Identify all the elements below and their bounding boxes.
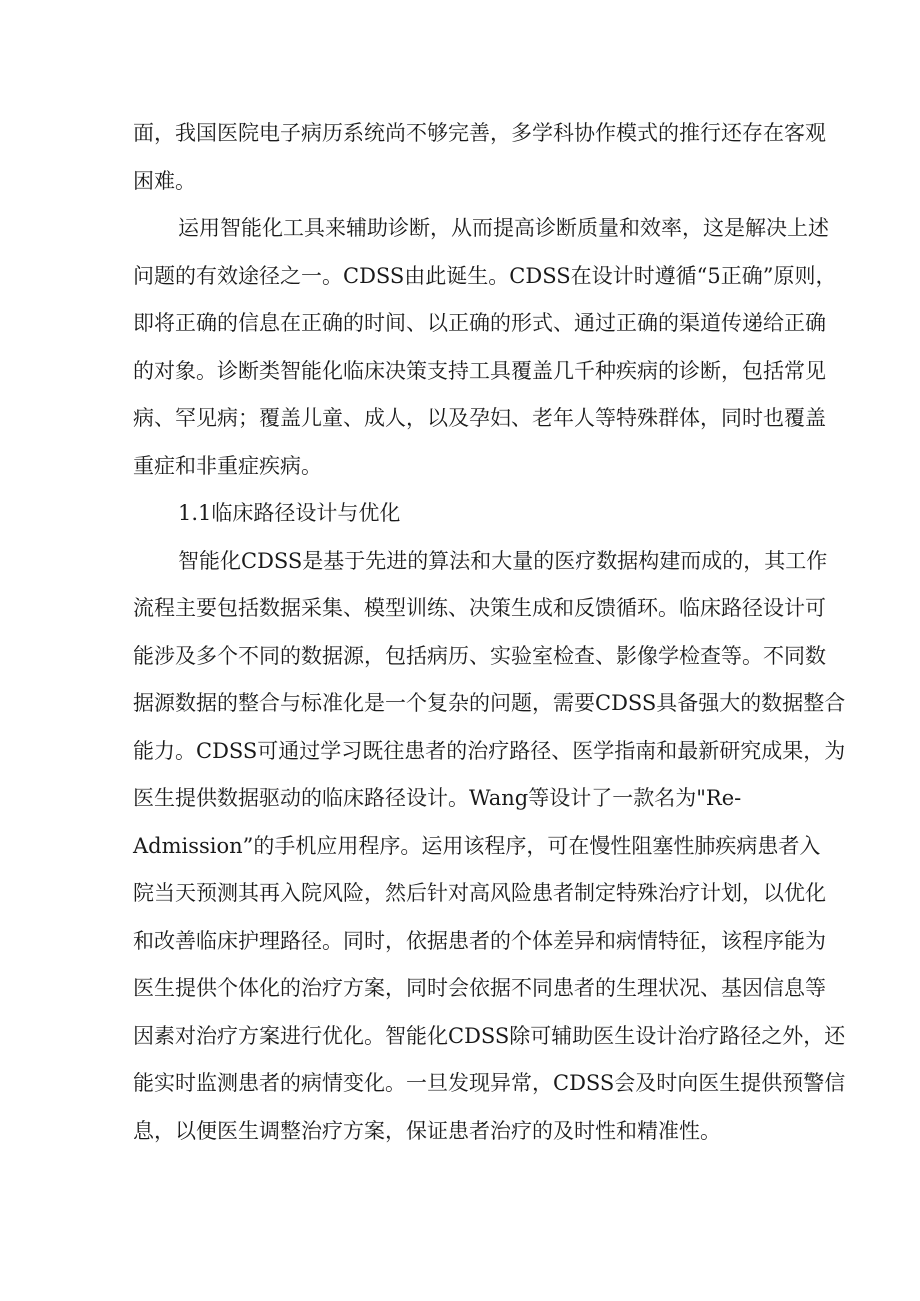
text-line: 运用智能化工具来辅助诊断，从而提高诊断质量和效率，这是解决上述 [178,216,829,240]
text-line: 的对象。诊断类智能化临床决策支持工具覆盖几千种疾病的诊断，包括常见 [133,359,826,383]
text-line: 能力。CDSS可通过学习既往患者的治疗路径、医学指南和最新研究成果，为 [133,739,846,763]
text-line: 问题的有效途径之一。CDSS由此诞生。CDSS在设计时遵循“5正确”原则， [133,264,837,288]
text-line: 医生提供个体化的治疗方案，同时会依据不同患者的生理状况、基因信息等 [133,976,826,1000]
text-line: 因素对治疗方案进行优化。智能化CDSS除可辅助医生设计治疗路径之外，还 [133,1024,846,1048]
text-line: 病、罕见病；覆盖儿童、成人，以及孕妇、老年人等特殊群体，同时也覆盖 [133,406,826,430]
text-line: 智能化CDSS是基于先进的算法和大量的医疗数据构建而成的，其工作 [178,549,828,573]
text-line: 息，以便医生调整治疗方案，保证患者治疗的及时性和精准性。 [133,1119,721,1143]
section-heading: 1.1临床路径设计与优化 [178,501,401,525]
text-line: 重症和非重症疾病。 [133,454,322,478]
text-line: 困难。 [133,169,196,193]
text-line: 能涉及多个不同的数据源，包括病历、实验室检查、影像学检查等。不同数 [133,644,826,668]
text-line: 医生提供数据驱动的临床路径设计。Wang等设计了一款名为"Re- [133,786,742,810]
text-line: 面，我国医院电子病历系统尚不够完善，多学科协作模式的推行还存在客观 [133,121,826,145]
text-line: 能实时监测患者的病情变化。一旦发现异常，CDSS会及时向医生提供预警信 [133,1071,846,1095]
text-line: 院当天预测其再入院风险，然后针对高风险患者制定特殊治疗计划，以优化 [133,881,826,905]
text-line: 流程主要包括数据采集、模型训练、决策生成和反馈循环。临床路径设计可 [133,596,826,620]
text-line: Admission”的手机应用程序。运用该程序，可在慢性阻塞性肺疾病患者入 [133,834,821,858]
text-line: 和改善临床护理路径。同时，依据患者的个体差异和病情特征，该程序能为 [133,929,826,953]
text-line: 即将正确的信息在正确的时间、以正确的形式、通过正确的渠道传递给正确 [133,311,826,335]
text-line: 据源数据的整合与标准化是一个复杂的问题，需要CDSS具备强大的数据整合 [133,691,846,715]
